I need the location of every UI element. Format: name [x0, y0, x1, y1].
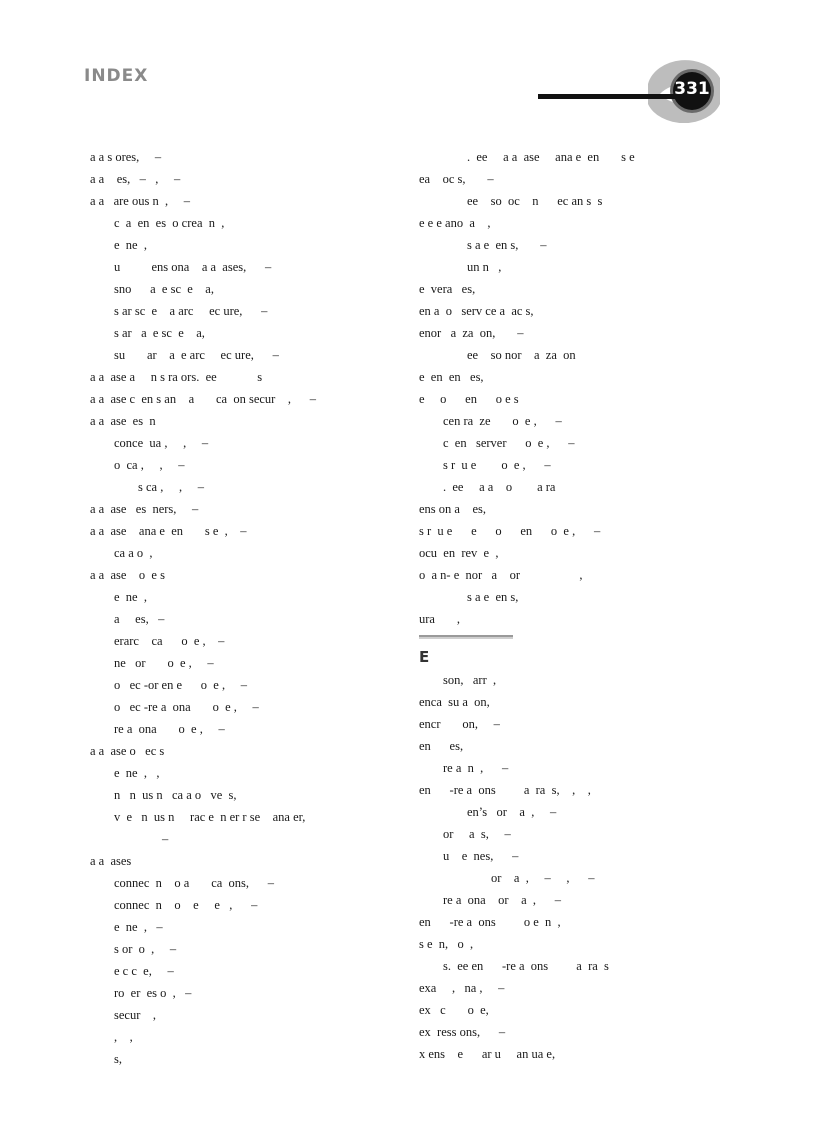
index-entry: ura , [419, 612, 460, 626]
index-entry: , , [114, 1030, 133, 1044]
index-entry: a a ase es n [90, 414, 156, 428]
page-number: 331 [674, 79, 710, 99]
index-entry: un n , [467, 260, 502, 274]
index-entry: ex ress ons, – [419, 1025, 506, 1039]
index-entry: sno a e sc e a, [114, 282, 214, 296]
index-entry: s ar a e sc e a, [114, 326, 205, 340]
index-entry: a a ase c en s an a ca on secur , – [90, 392, 316, 406]
index-right-top-entries [419, 146, 719, 630]
index-entry: e c c e, – [114, 964, 174, 978]
index-entry: s e n, o , [419, 937, 474, 951]
index-entry: ocu en rev e , [419, 546, 499, 560]
index-entry: ro er es o , – [114, 986, 192, 1000]
index-entry: a a ase es ners, – [90, 502, 199, 516]
index-entry: ea oc s, – [419, 172, 494, 186]
index-entry: c en server o e , – [443, 436, 575, 450]
index-entry: s or o , – [114, 942, 177, 956]
index-entry: n n us n ca a o ve s, [114, 788, 237, 802]
index-column-left [90, 146, 410, 1070]
index-entry: o ca , , – [114, 458, 185, 472]
index-entry: enca su a on, [419, 695, 490, 709]
index-entry: c a en es o crea n , [114, 216, 225, 230]
index-entry: ens on a es, [419, 502, 486, 516]
index-entry: ee so oc n ec an s s [467, 194, 603, 208]
index-entry: a es, – [114, 612, 165, 626]
index-entry: s ca , , – [138, 480, 204, 494]
index-entry: conce ua , , – [114, 436, 209, 450]
index-entry: re a n , – [443, 761, 509, 775]
index-entry: re a ona or a , – [443, 893, 562, 907]
index-entry: s a e en s, – [467, 238, 547, 252]
index-entry: enor a za on, – [419, 326, 524, 340]
index-entry: cen ra ze o e , – [443, 414, 562, 428]
index-entry: ca a o , [114, 546, 153, 560]
index-entry: a a ases [90, 854, 132, 868]
index-entry: secur , [114, 1008, 156, 1022]
index-entry: connec n o e e , – [114, 898, 258, 912]
index-entry: su ar a e arc ec ure, – [114, 348, 279, 362]
index-entry: e ne , [114, 238, 147, 252]
index-entry: x ens e ar u an ua e, [419, 1047, 556, 1061]
index-entry: a a s ores, – [90, 150, 162, 164]
index-entry: . ee a a o a ra [443, 480, 556, 494]
index-entry: s. ee en -re a ons a ra s [443, 959, 609, 973]
index-entry: encr on, – [419, 717, 500, 731]
running-head: INDEX [84, 66, 149, 86]
index-entry: erarc ca o e , – [114, 634, 225, 648]
index-entry: v e n us n rac e n er r se ana er, [114, 810, 306, 824]
index-entry: exa , na , – [419, 981, 505, 995]
index-entry: ne or o e , – [114, 656, 214, 670]
index-entry: en a o serv ce a ac s, [419, 304, 534, 318]
index-column-right [419, 146, 719, 1065]
index-entry: a a ase o ec s [90, 744, 165, 758]
index-entry: s r u e o e , – [443, 458, 551, 472]
index-entry: ee so nor a za on [467, 348, 576, 362]
index-entry: or a s, – [443, 827, 511, 841]
index-entry: e e e ano a , [419, 216, 491, 230]
index-entry: u ens ona a a ases, – [114, 260, 272, 274]
index-entry: o ec -or en e o e , – [114, 678, 247, 692]
index-entry: e ne , [114, 590, 147, 604]
index-entry: a a are ous n , – [90, 194, 190, 208]
index-right-bottom-entries [419, 669, 719, 1065]
index-entry: son, arr , [443, 673, 497, 687]
index-entry: – [162, 832, 169, 846]
index-entry: a a es, – , – [90, 172, 181, 186]
index-entry: connec n o a ca ons, – [114, 876, 275, 890]
index-entry: . ee a a ase ana e en s e [467, 150, 635, 164]
index-entry: re a ona o e , – [114, 722, 225, 736]
index-entry: en -re a ons a ra s, , , [419, 783, 591, 797]
index-entry: o a n- e nor a or , [419, 568, 583, 582]
section-letter-heading: E [419, 648, 430, 666]
index-entry: a a ase ana e en s e , – [90, 524, 247, 538]
index-entry: e o en o e s [419, 392, 519, 406]
index-entry: s r u e e o en o e , – [419, 524, 601, 538]
index-entry: e ne , , [114, 766, 160, 780]
index-entry: e en en es, [419, 370, 484, 384]
index-entry: s ar sc e a arc ec ure, – [114, 304, 268, 318]
index-entry: or a , – , – [491, 871, 595, 885]
index-entry: ex c o e, [419, 1003, 489, 1017]
index-entry: e vera es, [419, 282, 476, 296]
index-entry: e ne , – [114, 920, 163, 934]
index-entry: a a ase o e s [90, 568, 165, 582]
section-divider [419, 635, 513, 639]
index-entry: o ec -re a ona o e , – [114, 700, 259, 714]
index-entry: en -re a ons o e n , [419, 915, 561, 929]
index-entry: en’s or a , – [467, 805, 557, 819]
index-entry: u e nes, – [443, 849, 519, 863]
index-entry: s a e en s, [467, 590, 519, 604]
index-entry: en es, [419, 739, 464, 753]
index-entry: a a ase a n s ra ors. ee s [90, 370, 263, 384]
index-entry: s, [114, 1052, 122, 1066]
